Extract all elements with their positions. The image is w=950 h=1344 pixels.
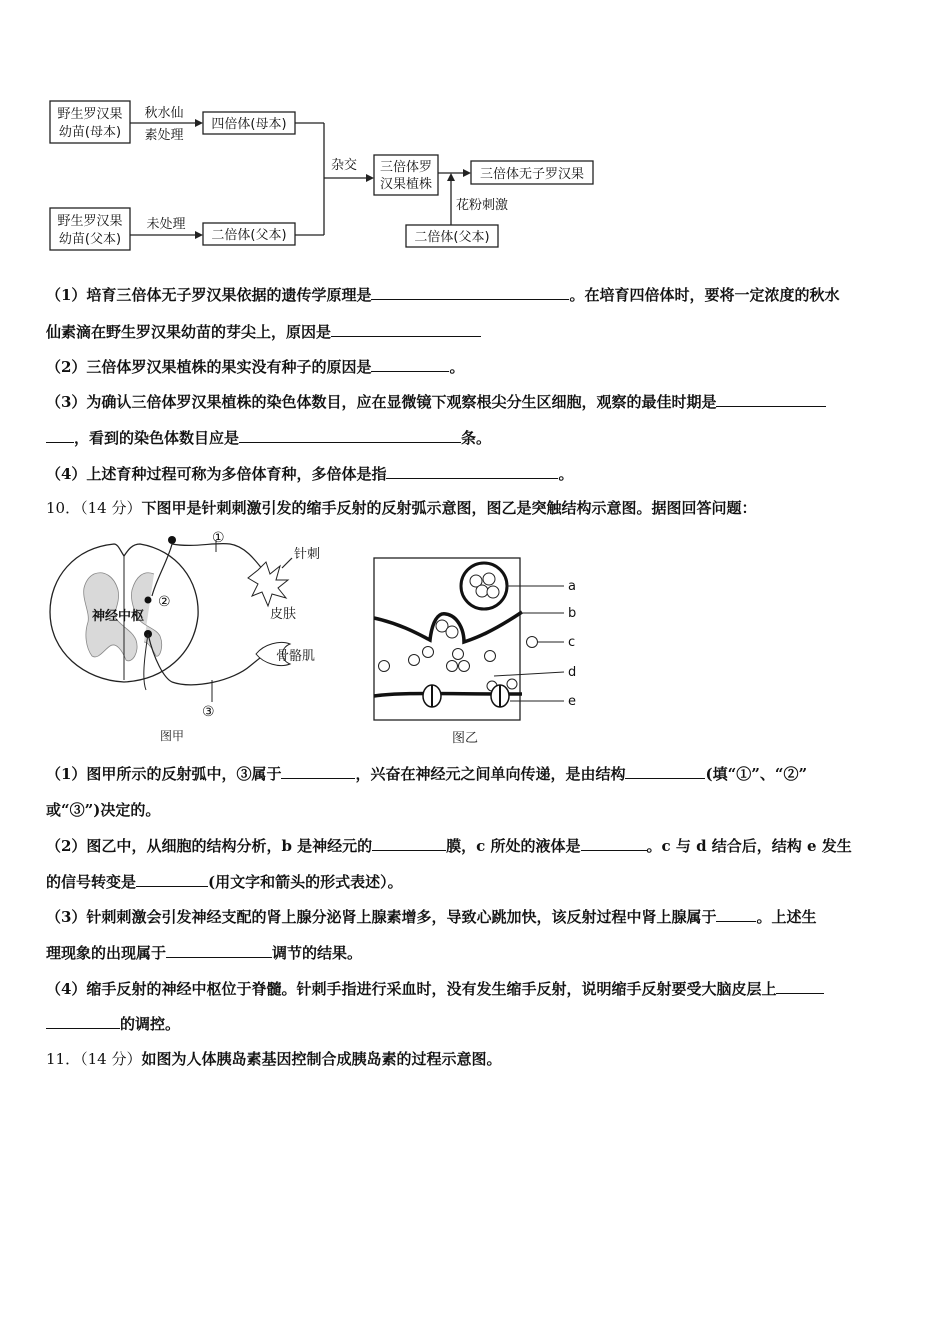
box-tetraploid-text: 四倍体(母本) (211, 117, 287, 132)
q9-p1-text-a: （1）培育三倍体无子罗汉果依据的遗传学原理是 (46, 286, 372, 304)
q9-part1-line2 (46, 322, 481, 342)
label-c: c (568, 635, 576, 650)
answer-blank[interactable] (625, 764, 705, 779)
question-number: 10． (46, 499, 81, 517)
q9-part1-line1 (46, 285, 839, 305)
answer-blank[interactable] (716, 392, 826, 407)
label-needle: 针刺 (294, 547, 321, 562)
transmitter (487, 586, 499, 598)
q9-p4-text-b: 。 (558, 465, 574, 483)
label-d: d (568, 665, 577, 680)
label-colchicine-1: 秋水仙 (144, 106, 184, 121)
box-wild-father-line1: 野生罗汉果 (57, 214, 123, 229)
q9-p2-text-b: 。 (449, 358, 465, 376)
question-score: （14 分） (80, 1050, 142, 1068)
q10-stem (46, 498, 756, 518)
transmitter-c (527, 637, 538, 648)
answer-blank[interactable] (371, 285, 569, 300)
label-2: ② (158, 594, 171, 610)
transmitter (446, 626, 458, 638)
q10-p3-text-b: 。上述生 (756, 908, 817, 926)
label-b: b (568, 606, 577, 621)
label-3: ③ (202, 704, 215, 720)
q10-p1-text-d: 或“③”)决定的。 (46, 801, 161, 819)
label-muscle: 骨骼肌 (276, 649, 316, 664)
answer-blank[interactable] (386, 464, 558, 479)
interneuron-body (145, 597, 152, 604)
box-wild-mother-line2: 幼苗(母本) (58, 125, 122, 140)
transmitter (423, 647, 434, 658)
q10-part3-line1 (46, 907, 816, 927)
label-a: a (568, 579, 576, 594)
sensory-neuron-body (168, 536, 176, 544)
box-triploid-fruit-text: 三倍体无子罗汉果 (479, 167, 585, 182)
label-cross: 杂交 (330, 158, 358, 173)
question-stem: 下图甲是针刺刺激引发的缩手反射的反射弧示意图，图乙是突触结构示意图。据图回答问题： (141, 499, 757, 517)
transmitter (453, 649, 464, 660)
q9-p3-text-a: （3）为确认三倍体罗汉果植株的染色体数目，应在显微镜下观察根尖分生区细胞，观察的最佳时期是 (46, 393, 717, 411)
q10-p2-text-a: （2）图乙中，从细胞的结构分析，b 是神经元的 (46, 837, 373, 855)
q10-part2-line1 (46, 836, 852, 856)
answer-blank[interactable] (239, 428, 461, 443)
label-skin: 皮肤 (270, 607, 297, 622)
q10-part1-line1 (46, 764, 807, 784)
q11-stem (46, 1049, 501, 1069)
q9-p2-text-a: （2）三倍体罗汉果植株的果实没有种子的原因是 (46, 358, 372, 376)
answer-blank[interactable] (371, 357, 449, 372)
box-triploid-plant-2: 汉果植株 (379, 177, 433, 192)
box-wild-father-line2: 幼苗(父本) (58, 232, 122, 247)
answer-blank[interactable] (281, 764, 355, 779)
answer-blank[interactable] (166, 943, 272, 958)
answer-blank[interactable] (372, 836, 446, 851)
label-1: ① (212, 530, 225, 546)
transmitter (409, 655, 420, 666)
figure-reflex-arc (44, 530, 344, 750)
afferent-nerve (172, 544, 266, 574)
answer-blank[interactable] (581, 836, 647, 851)
box-diploid-father2-text: 二倍体(父本) (414, 230, 490, 245)
label-untreated: 未处理 (146, 217, 186, 232)
answer-blank[interactable] (776, 979, 824, 994)
q10-p2-text-d: 的信号转变是 (46, 873, 137, 891)
q10-p3-text-a: （3）针刺刺激会引发神经支配的肾上腺分泌肾上腺素增多，导致心跳加快，该反射过程中肾上腺属于 (46, 908, 717, 926)
q9-p4-text-a: （4）上述育种过程可称为多倍体育种，多倍体是指 (46, 465, 387, 483)
q10-p2-text-c: 。c 与 d 结合后，结构 e 发生 (646, 837, 852, 855)
label-pollen: 花粉刺激 (455, 198, 509, 213)
breeding-flow-diagram (44, 95, 604, 255)
question-score: （14 分） (80, 499, 142, 517)
q10-part4-line2 (46, 1014, 180, 1034)
q10-p3-text-d: 调节的结果。 (272, 944, 363, 962)
needle-icon (282, 558, 292, 568)
answer-blank[interactable] (331, 322, 481, 337)
box-diploid-father-text: 二倍体(父本) (211, 228, 287, 243)
q9-p1-text-b: 。在培育四倍体时，要将一定浓度的秋水 (569, 286, 840, 304)
arrow-head (447, 173, 455, 181)
q10-part3-line2 (46, 943, 362, 963)
arrow-head (195, 231, 203, 239)
q9-part4 (46, 464, 573, 484)
question-stem: 如图为人体胰岛素基因控制合成胰岛素的过程示意图。 (141, 1050, 502, 1068)
q10-p2-text-e: (用文字和箭头的形式表述）。 (208, 873, 403, 891)
label-center: 神经中枢 (92, 609, 145, 624)
q10-part4-line1 (46, 979, 824, 999)
q10-p2-text-b: 膜，c 所处的液体是 (446, 837, 581, 855)
box-triploid-plant-1: 三倍体罗 (379, 160, 433, 175)
q10-p1-text-c: (填“①”、“②” (705, 765, 808, 783)
arrow-head (195, 119, 203, 127)
caption-fig-a: 图甲 (160, 729, 185, 743)
label-colchicine-2: 素处理 (144, 128, 184, 143)
transmitter (507, 679, 517, 689)
transmitter (447, 661, 458, 672)
answer-blank[interactable] (46, 428, 74, 443)
caption-fig-b: 图乙 (452, 731, 479, 746)
answer-blank[interactable] (46, 1014, 120, 1029)
skin-receptor-icon (248, 562, 288, 606)
q10-p4-text-b: 的调控。 (120, 1015, 181, 1033)
answer-blank[interactable] (136, 872, 208, 887)
arrow-head (463, 169, 471, 177)
transmitter (483, 573, 495, 585)
label-e: e (568, 694, 576, 709)
answer-blank[interactable] (716, 907, 756, 922)
q10-p4-text-a: （4）缩手反射的神经中枢位于脊髓。针刺手指进行采血时，没有发生缩手反射，说明缩手反射要受大脑皮层上 (46, 980, 777, 998)
q9-part2 (46, 357, 464, 377)
q10-part1-line2 (46, 800, 160, 820)
transmitter (476, 585, 488, 597)
q9-part3-line1 (46, 392, 826, 412)
q9-p3-text-b: ，看到的染色体数目应是 (74, 429, 240, 447)
q9-p1-text-c: 仙素滴在野生罗汉果幼苗的芽尖上，原因是 (46, 323, 332, 341)
box-wild-mother-line1: 野生罗汉果 (57, 107, 123, 122)
q10-part2-line2 (46, 872, 403, 892)
q10-p1-text-b: ，兴奋在神经元之间单向传递，是由结构 (355, 765, 626, 783)
q10-p3-text-c: 理现象的出现属于 (46, 944, 167, 962)
transmitter (485, 651, 496, 662)
q9-p3-text-c: 条。 (461, 429, 492, 447)
transmitter (379, 661, 390, 672)
arrow-head (366, 174, 374, 182)
q10-p1-text-a: （1）图甲所示的反射弧中，③属于 (46, 765, 282, 783)
question-number: 11． (46, 1050, 81, 1068)
transmitter (459, 661, 470, 672)
figure-synapse (372, 556, 592, 750)
q9-part3-line2 (46, 428, 491, 448)
